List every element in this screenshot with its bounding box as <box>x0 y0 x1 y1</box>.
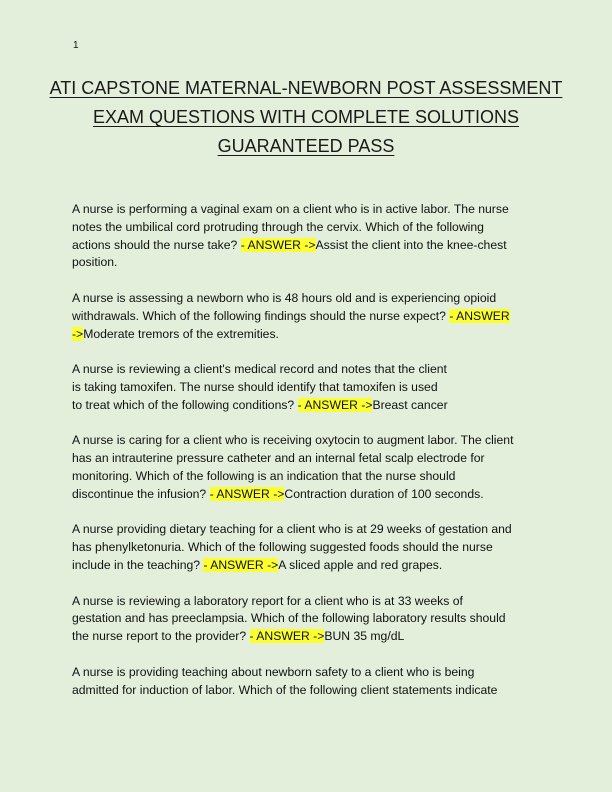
question-text-line: has phenylketonuria. Which of the following suggested foods should the nurse <box>72 540 493 555</box>
question-item <box>72 290 540 343</box>
question-text-line: gestation and has preeclampsia. Which of the following laboratory results should <box>72 611 506 626</box>
question-text-line: to treat which of the following conditions? - ANSWER ->Breast cancer <box>72 397 448 412</box>
question-text-line: A nurse is caring for a client who is receiving oxytocin to augment labor. The client <box>72 433 514 448</box>
question-text-line: is taking tamoxifen. The nurse should identify that tamoxifen is used <box>72 379 438 394</box>
page-number: 1 <box>73 40 79 51</box>
question-text-line: A nurse is performing a vaginal exam on a client who is in active labor. The nurse <box>72 202 509 216</box>
question-text-line: discontinue the infusion? - ANSWER ->Contraction duration of 100 seconds. <box>72 486 484 501</box>
question-item <box>72 521 540 574</box>
question-text-line: actions should the nurse take? - ANSWER ->Assist the client into the knee-chest <box>72 237 507 252</box>
answer-marker: - ANSWER -> <box>209 486 285 501</box>
question-text-line: notes the umbilical cord protruding through the cervix. Which of the following <box>72 219 484 234</box>
answer-text: A sliced apple and red grapes. <box>278 557 443 572</box>
answer-text: BUN 35 mg/dL <box>324 629 405 644</box>
question-item <box>72 593 540 646</box>
title-line: EXAM QUESTIONS WITH COMPLETE SOLUTIONS <box>92 107 520 127</box>
question-list <box>72 201 540 717</box>
answer-marker: - ANSWER <box>449 308 510 323</box>
answer-text-cont: position. <box>72 255 118 270</box>
question-text-line: include in the teaching? - ANSWER ->A sliced apple and red grapes. <box>72 557 443 572</box>
question-text-line: A nurse is reviewing a laboratory report for a client who is at 33 weeks of <box>72 593 463 608</box>
answer-text: Breast cancer <box>372 397 448 412</box>
question-text-line: has an intrauterine pressure catheter and an internal fetal scalp electrode for <box>72 451 485 466</box>
answer-marker: - ANSWER -> <box>297 397 373 412</box>
answer-marker: - ANSWER -> <box>249 629 325 644</box>
answer-line <box>72 326 540 344</box>
question-text-line: A nurse providing dietary teaching for a client who is at 29 weeks of gestation and <box>72 522 512 537</box>
question-text-line: A nurse is reviewing a client's medical record and notes that the client <box>72 362 447 377</box>
question-text-line: withdrawals. Which of the following findings should the nurse expect? - ANSWER <box>72 308 510 323</box>
answer-text: Assist the client into the knee-chest <box>315 237 507 252</box>
title-line: ATI CAPSTONE MATERNAL-NEWBORN POST ASSESSMENT <box>49 78 563 98</box>
question-item <box>72 201 540 272</box>
question-text-line: admitted for induction of labor. Which of the following client statements indicate <box>72 682 498 697</box>
question-text-line: A nurse is assessing a newborn who is 48 hours old and is experiencing opioid <box>72 290 497 305</box>
answer-marker-arrow: -> <box>72 326 84 341</box>
question-item <box>72 361 540 414</box>
answer-marker: - ANSWER -> <box>240 237 316 252</box>
title-line: GUARANTEED PASS <box>217 136 395 156</box>
question-item <box>72 432 540 503</box>
answer-text: Moderate tremors of the extremities. <box>83 326 279 341</box>
answer-text: Contraction duration of 100 seconds. <box>284 486 484 501</box>
answer-marker: - ANSWER -> <box>203 557 279 572</box>
question-text-line: monitoring. Which of the following is an indication that the nurse should <box>72 468 456 483</box>
question-item <box>72 664 540 700</box>
document-title <box>40 74 572 161</box>
question-text-line: A nurse is providing teaching about newborn safety to a client who is being <box>72 664 475 679</box>
question-text-line: the nurse report to the provider? - ANSWER ->BUN 35 mg/dL <box>72 629 405 644</box>
